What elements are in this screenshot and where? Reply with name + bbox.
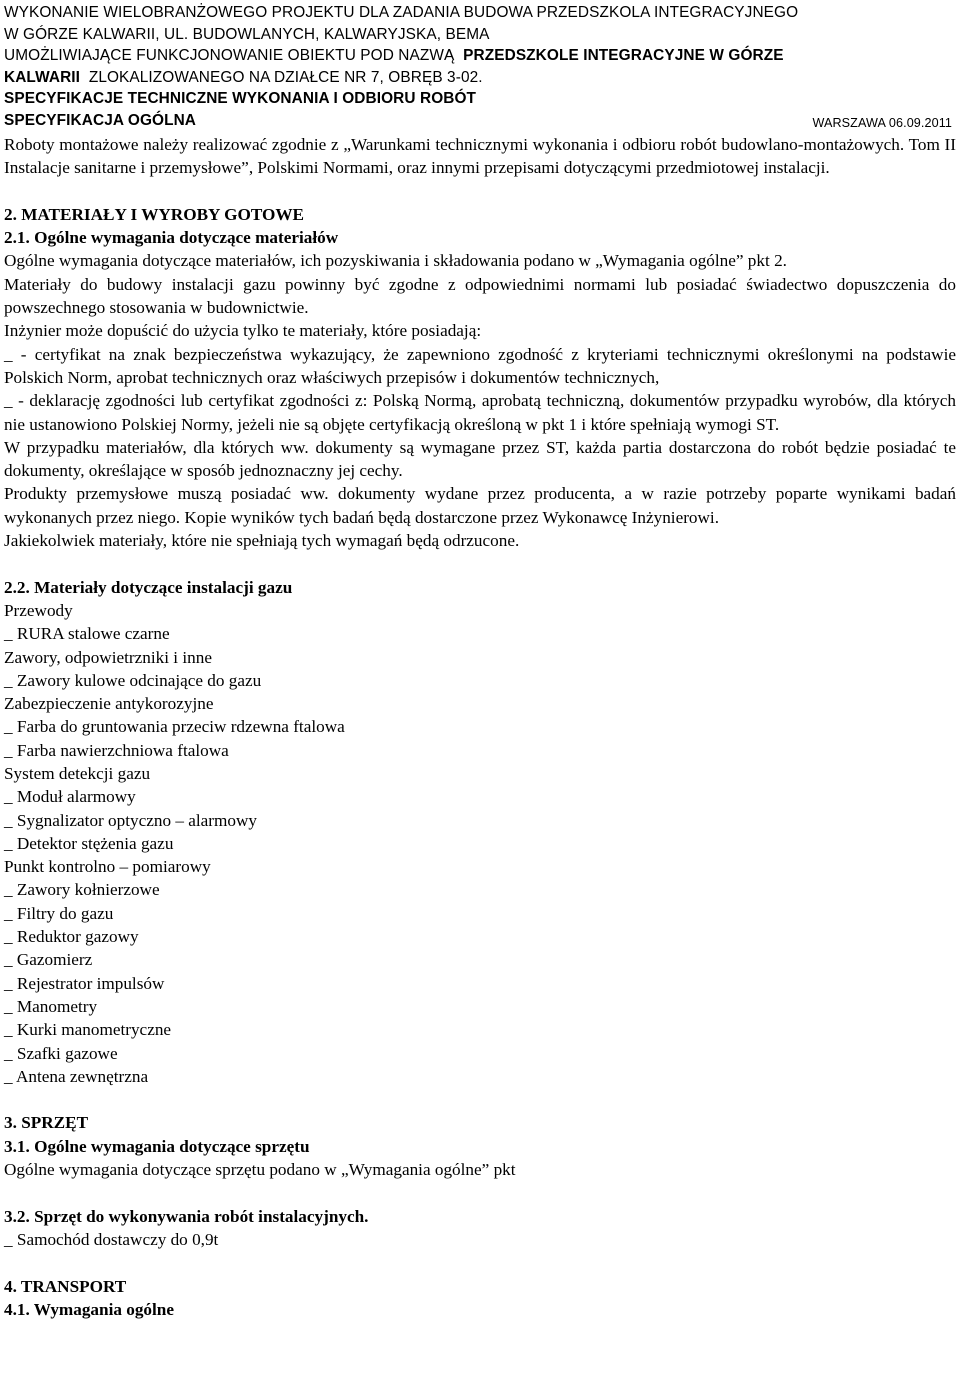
section-3-1-heading: 3.1. Ogólne wymagania dotyczące sprzętu — [4, 1136, 310, 1156]
section-2-1-paragraph-3: Inżynier może dopuścić do użycia tylko te materiały, które posiadają: — [4, 321, 482, 341]
section-2-1-paragraph-8: Jakiekolwiek materiały, które nie spełniają tych wymagań będą odrzucone. — [4, 531, 520, 551]
header-line-4-bold: KALWARII — [4, 68, 81, 86]
materials-list — [4, 599, 956, 1088]
section-2-2-heading: 2.2. Materiały dotyczące instalacji gazu — [4, 577, 293, 597]
section-3-2-heading: 3.2. Sprzęt do wykonywania robót instalacyjnych. — [4, 1206, 369, 1226]
section-2-1-paragraph-4: _ - certyfikat na znak bezpieczeństwa wykazujący, że zapewniono zgodność z kryteriami technicznymi określonymi na podstawie Polskich Norm, aprobat technicznych oraz właściwych przepisów i dokumentów technicznych, — [4, 344, 956, 387]
header-line-1: WYKONANIE WIELOBRANŻOWEGO PROJEKTU DLA ZADANIA BUDOWA PRZEDSZKOLA INTEGRACYJNEGO — [4, 4, 799, 21]
list-item: Zabezpieczenie antykorozyjne — [4, 694, 214, 714]
document-header — [4, 2, 956, 133]
header-date: WARSZAWA 06.09.2011 — [812, 115, 952, 130]
header-line-2: W GÓRZE KALWARII, UL. BUDOWLANYCH, KALWARYJSKA, BEMA — [4, 25, 490, 43]
list-item: Przewody — [4, 600, 73, 620]
list-item: _ Filtry do gazu — [4, 903, 114, 923]
section-3-1-paragraph: Ogólne wymagania dotyczące sprzętu podano w „Wymagania ogólne” pkt — [4, 1160, 516, 1180]
document-body — [4, 133, 956, 1321]
list-item: _ Reduktor gazowy — [4, 927, 139, 947]
header-spec-subtitle: SPECYFIKACJA OGÓLNA — [4, 111, 197, 129]
list-item: _ Farba do gruntowania przeciw rdzewna ftalowa — [4, 717, 345, 737]
header-line-4-regular: ZLOKALIZOWANEGO NA DZIAŁCE NR 7, OBRĘB 3-02. — [88, 68, 483, 86]
list-item: _ Detektor stężenia gazu — [4, 833, 174, 853]
section-3-heading: 3. SPRZĘT — [4, 1113, 89, 1133]
header-spec-row — [4, 110, 956, 133]
header-line-4 — [4, 67, 956, 89]
section-4-1-heading: 4.1. Wymagania ogólne — [4, 1299, 174, 1319]
list-item: _ Gazomierz — [4, 950, 93, 970]
section-2-heading: 2. MATERIAŁY I WYROBY GOTOWE — [4, 204, 305, 224]
list-item: _ Szafki gazowe — [4, 1043, 118, 1063]
list-item: _ Antena zewnętrzna — [4, 1066, 149, 1086]
list-item: _ Zawory kulowe odcinające do gazu — [4, 670, 262, 690]
section-2-1-paragraph-2: Materiały do budowy instalacji gazu powinny być zgodne z odpowiednimi normami lub posiadać świadectwo dopuszczenia do powszechnego stosowania w budownictwie. — [4, 274, 956, 318]
section-4-heading: 4. TRANSPORT — [4, 1276, 127, 1296]
list-item: Zawory, odpowietrzniki i inne — [4, 647, 212, 667]
section-2-1-heading: 2.1. Ogólne wymagania dotyczące materiałów — [4, 228, 339, 248]
header-spec-title: SPECYFIKACJE TECHNICZNE WYKONANIA I ODBIORU ROBÓT — [4, 90, 477, 108]
list-item: System detekcji gazu — [4, 763, 151, 783]
document-page — [4, 2, 956, 1321]
intro-paragraph: Roboty montażowe należy realizować zgodnie z „Warunkami technicznymi wykonania i odbioru robót budowlano-montażowych. Tom II Instalacje sanitarne i przemysłowe”, Polskimi Normami, oraz innymi przepisami dotyczącymi przedmiotowej instalacji. — [4, 134, 956, 178]
list-item: _ Zawory kołnierzowe — [4, 880, 160, 900]
list-item: _ RURA stalowe czarne — [4, 624, 170, 644]
section-2-1-paragraph-1: Ogólne wymagania dotyczące materiałów, ich pozyskiwania i składowania podano w „Wymagania ogólne” pkt 2. — [4, 251, 787, 271]
list-item: _ Sygnalizator optyczno – alarmowy — [4, 810, 257, 830]
list-item: _ Kurki manometryczne — [4, 1020, 172, 1040]
header-line-3 — [4, 45, 956, 67]
section-3-2-paragraph: _ Samochód dostawczy do 0,9t — [4, 1229, 219, 1249]
list-item: _ Farba nawierzchniowa ftalowa — [4, 740, 229, 760]
section-2-1-paragraph-5: _ - deklarację zgodności lub certyfikat zgodności z: Polską Normą, aprobatą techniczną, dokumentów przypadku wyrobów, dla których nie ustanowiono Polskiej Normy, jeżeli nie są objęte certyfikacją określoną w pkt 1 i które spełniają wymogi ST. — [4, 391, 956, 434]
list-item: Punkt kontrolno – pomiarowy — [4, 857, 211, 877]
section-2-1-paragraph-6: W przypadku materiałów, dla których ww. dokumenty są wymagane przez ST, każda partia dostarczona do robót będzie posiadać te dokumenty, określające w sposób jednoznaczny jej cechy. — [4, 437, 956, 481]
header-line-3-bold: PRZEDSZKOLE INTEGRACYJNE W GÓRZE — [463, 47, 784, 65]
list-item: _ Moduł alarmowy — [4, 787, 136, 807]
section-2-1-paragraph-7: Produkty przemysłowe muszą posiadać ww. dokumenty wydane przez producenta, a w razie potrzeby poparte wynikami badań wykonanych przez niego. Kopie wyników tych badań będą dostarczone przez Wykonawcę Inżynierowi. — [4, 484, 956, 527]
list-item: _ Rejestrator impulsów — [4, 973, 165, 993]
header-line-3-regular: UMOŻLIWIAJĄCE FUNKCJONOWANIE OBIEKTU POD NAZWĄ — [4, 47, 455, 65]
list-item: _ Manometry — [4, 996, 98, 1016]
